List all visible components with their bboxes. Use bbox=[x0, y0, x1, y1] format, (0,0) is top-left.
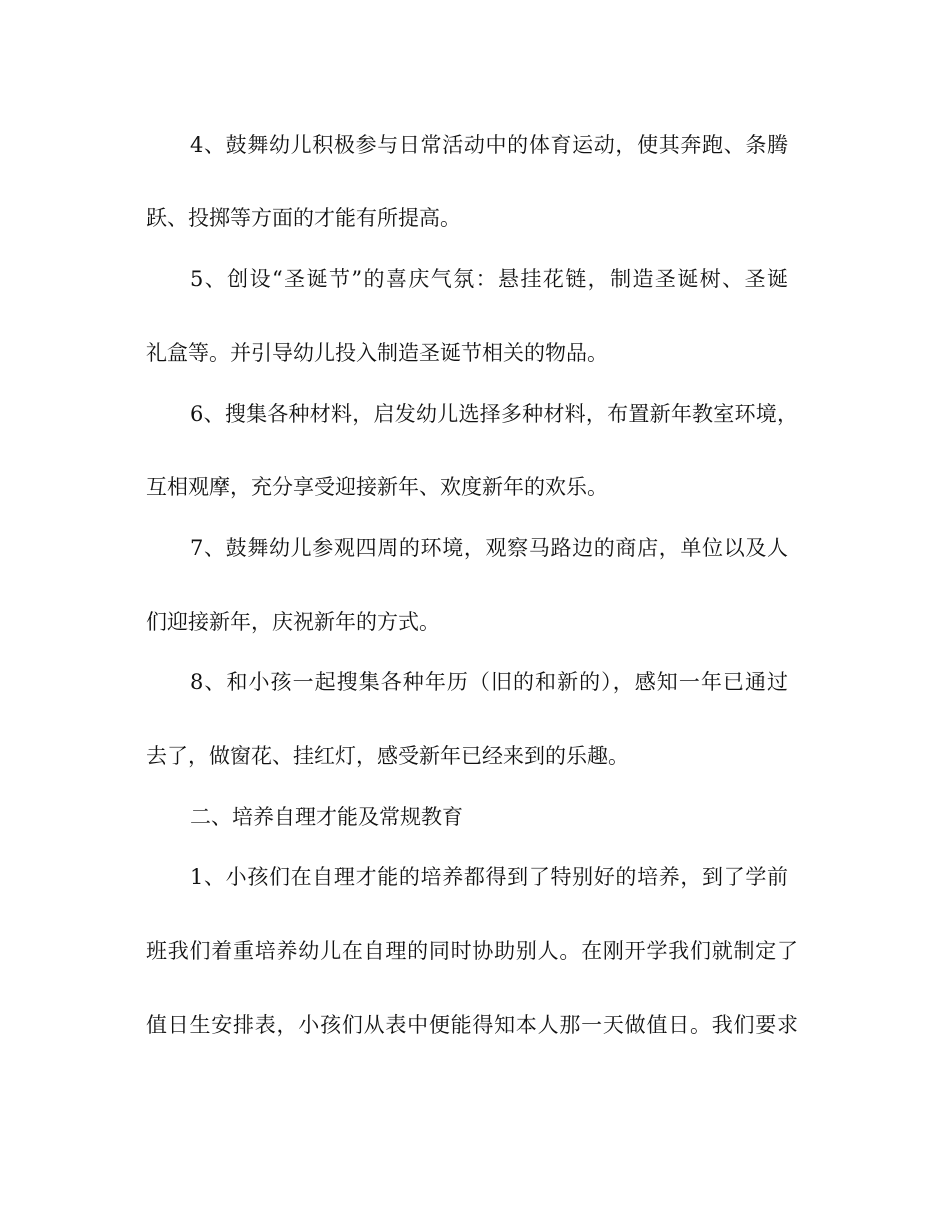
paragraph-4-line-2: 跃、投掷等方面的才能有所提高。 bbox=[146, 206, 461, 230]
paragraph-1-line-2: 班我们着重培养幼儿在自理的同时协助别人。在刚开学我们就制定了 bbox=[146, 939, 798, 963]
paragraph-5-line-2: 礼盒等。并引导幼儿投入制造圣诞节相关的物品。 bbox=[146, 341, 608, 365]
paragraph-4-line-1: 4、鼓舞幼儿积极参与日常活动中的体育运动，使其奔跑、条腾 bbox=[190, 133, 788, 157]
paragraph-6-line-2: 互相观摩，充分享受迎接新年、欢度新年的欢乐。 bbox=[146, 475, 608, 499]
paragraph-7-line-1: 7、鼓舞幼儿参观四周的环境，观察马路边的商店，单位以及人 bbox=[190, 536, 788, 560]
paragraph-6-line-1: 6、搜集各种材料，启发幼儿选择多种材料，布置新年教室环境， bbox=[190, 402, 798, 426]
paragraph-1-line-1: 1、小孩们在自理才能的培养都得到了特别好的培养，到了学前 bbox=[190, 865, 788, 889]
paragraph-7-line-2: 们迎接新年，庆祝新年的方式。 bbox=[146, 610, 440, 634]
paragraph-1-line-3: 值日生安排表，小孩们从表中便能得知本人那一天做值日。我们要求 bbox=[146, 1013, 798, 1037]
paragraph-8-line-1: 8、和小孩一起搜集各种年历（旧的和新的），感知一年已通过 bbox=[190, 670, 788, 694]
paragraph-5-line-1: 5、创设“圣诞节”的喜庆气氛：悬挂花链，制造圣诞树、圣诞 bbox=[190, 267, 788, 291]
paragraph-8-line-2: 去了，做窗花、挂红灯，感受新年已经来到的乐趣。 bbox=[146, 744, 629, 768]
section-heading: 二、培养自理才能及常规教育 bbox=[190, 805, 463, 829]
